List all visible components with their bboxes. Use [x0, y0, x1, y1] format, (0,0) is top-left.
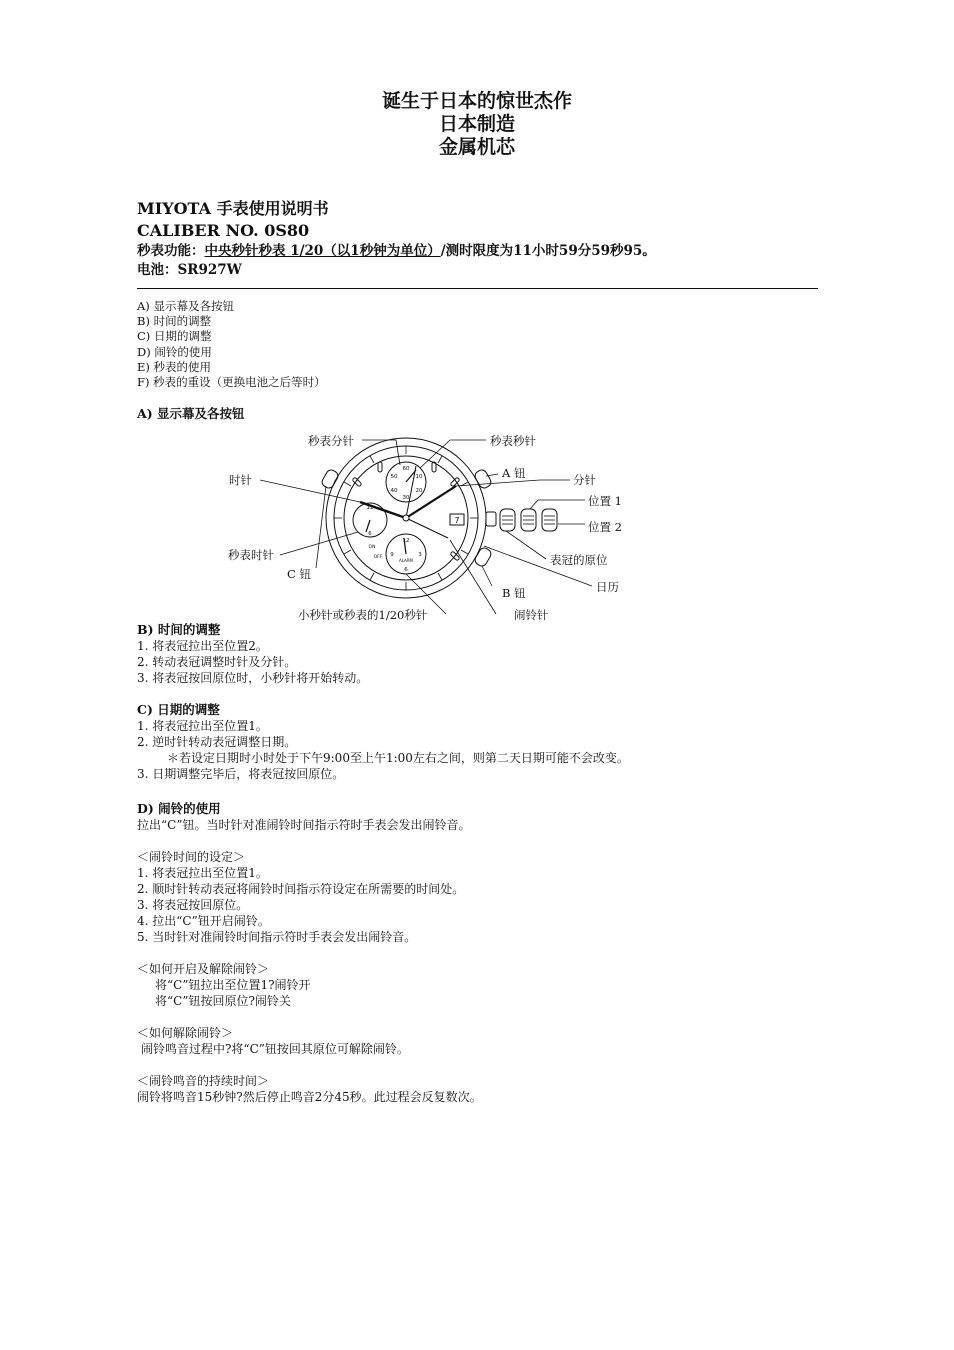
header-line-2: 日本制造 — [438, 113, 515, 135]
section-b-title: B) 时间的调整 — [137, 622, 221, 637]
section-c — [137, 702, 629, 782]
crown — [486, 512, 496, 526]
section-c-title: C) 日期的调整 — [137, 702, 220, 717]
alarm-cancel-line: 闹铃鸣音过程中?将“C”钮按回其原位可解除闹铃。 — [141, 1042, 409, 1056]
subdial-mark: 60 — [402, 466, 410, 472]
label-alarm-hand: 闹铃针 — [514, 608, 549, 622]
label-chrono-second: 秒表秒针 — [490, 434, 536, 448]
alarm-setting-step: 4. 拉出“C”钮开启闹铃。 — [137, 914, 270, 928]
section-c-step: 2. 逆时针转动表冠调整日期。 — [137, 735, 297, 749]
label-button-a: A 钮 — [502, 466, 526, 480]
center-pin — [403, 515, 409, 521]
header-line-3: 金属机芯 — [438, 136, 515, 158]
title-divider — [137, 288, 818, 289]
table-of-contents — [137, 299, 326, 390]
toc-item: F) 秒表的重设（更换电池之后等时） — [137, 375, 326, 390]
label-calendar: 日历 — [596, 580, 619, 594]
manual-title-block — [137, 198, 817, 280]
label-small-second: 小秒针或秒表的1/20秒针 — [298, 608, 428, 622]
label-chrono-minute: 秒表分针 — [308, 434, 354, 448]
label-crown-normal: 表冠的原位 — [550, 553, 608, 567]
section-b-step: 2. 转动表冠调整时针及分针。 — [137, 655, 297, 669]
label-chrono-hour: 秒表时针 — [228, 548, 274, 562]
section-d-intro: 拉出“C”钮。当时针对准闹铃时间指示符时手表会发出闹铃音。 — [137, 818, 471, 832]
label-hour-hand: 时针 — [229, 473, 252, 487]
chrono-function-line — [137, 242, 817, 261]
section-c-step: 1. 将表冠拉出至位置1。 — [137, 719, 268, 733]
section-c-note: ＊若设定日期时小时处于下午9:00至上午1:00左右之间，则第二天日期可能不会改变。 — [167, 751, 629, 765]
chrono-second-hand — [406, 466, 416, 518]
alarm-onoff-title: ＜如何开启及解除闹铃＞ — [137, 962, 270, 976]
hour-index — [378, 462, 382, 472]
label-position-2: 位置 2 — [588, 520, 622, 534]
caliber-number: CALIBER NO. 0S80 — [137, 221, 310, 240]
subdial-mark: 10 — [415, 474, 423, 480]
alarm-cancel-title: ＜如何解除闹铃＞ — [137, 1026, 234, 1040]
toc-item: A) 显示幕及各按钮 — [137, 299, 234, 313]
subdial-mark: 50 — [390, 474, 398, 480]
toc-item: B) 时间的调整 — [137, 314, 212, 329]
alarm-setting-title: ＜闹铃时间的设定＞ — [137, 850, 246, 864]
manual-title: MIYOTA 手表使用说明书 — [137, 199, 329, 218]
function-underlined: 中央秒针秒表 1/20（以1秒钟为单位） — [204, 243, 441, 259]
watch-illustration — [220, 428, 640, 628]
section-b — [137, 622, 368, 686]
button-b — [473, 546, 492, 568]
document-header — [0, 90, 954, 159]
subdial-mark: 40 — [390, 488, 398, 494]
battery-line: 电池：SR927W — [137, 262, 242, 278]
label-button-b: B 钮 — [502, 586, 526, 600]
alarm-mark: ALARM — [398, 558, 414, 563]
subdial-mark: 30 — [402, 495, 410, 501]
alarm-off-mark: OFF — [373, 555, 383, 560]
subdial-mark: 12 — [402, 538, 410, 544]
label-button-c: C 钮 — [287, 567, 311, 581]
minute-hand — [406, 486, 456, 518]
alarm-setting-step: 3. 将表冠按回原位。 — [137, 898, 249, 912]
section-b-step: 1. 将表冠拉出至位置2。 — [137, 639, 268, 653]
section-a-title: A) 显示幕及各按钮 — [137, 406, 245, 421]
alarm-duration-line: 闹铃将鸣音15秒钟?然后停止鸣音2分45秒。此过程会反复数次。 — [137, 1090, 482, 1104]
section-d — [137, 801, 482, 1105]
section-d-title: D) 闹铃的使用 — [137, 801, 221, 816]
watch-diagram — [220, 428, 640, 628]
alarm-setting-step: 5. 当时针对准闹铃时间指示符时手表会发出闹铃音。 — [137, 930, 417, 944]
button-c — [320, 468, 339, 490]
toc-item: C) 日期的调整 — [137, 329, 212, 344]
header-line-1: 诞生于日本的惊世杰作 — [381, 90, 572, 112]
alarm-onoff-line: 将“C”钮按回原位?闹铃关 — [155, 994, 291, 1008]
toc-item: D) 闹铃的使用 — [137, 344, 212, 359]
alarm-on-mark: ON — [368, 545, 376, 550]
alarm-setting-step: 2. 顺时针转动表冠将闹铃时间指示符设定在所需要的时间处。 — [137, 882, 465, 896]
function-suffix: /测时限度为11小时59分59秒95。 — [440, 243, 656, 259]
alarm-setting-step: 1. 将表冠拉出至位置1。 — [137, 866, 268, 880]
function-prefix: 秒表功能： — [137, 243, 205, 259]
label-position-1: 位置 1 — [588, 494, 622, 508]
label-minute-hand: 分针 — [573, 473, 596, 487]
toc-item: E) 秒表的使用 — [137, 359, 212, 374]
subdial-mark: 9 — [390, 552, 394, 558]
subdial-mark: 6 — [368, 531, 372, 537]
subdial-mark: 20 — [415, 488, 423, 494]
section-c-step: 3. 日期调整完毕后，将表冠按回原位。 — [137, 767, 345, 781]
alarm-duration-title: ＜闹铃鸣音的持续时间＞ — [137, 1074, 270, 1088]
button-a — [473, 468, 492, 490]
section-b-step: 3. 将表冠按回原位时，小秒针将开始转动。 — [137, 671, 369, 685]
subdial-mark: 6 — [404, 567, 408, 573]
subdial-mark: 3 — [418, 552, 422, 558]
alarm-onoff-line: 将“C”钮拉出至位置1?闹铃开 — [155, 978, 311, 992]
subdial-mark: 12 — [366, 505, 374, 511]
date-digit: 7 — [454, 516, 460, 525]
